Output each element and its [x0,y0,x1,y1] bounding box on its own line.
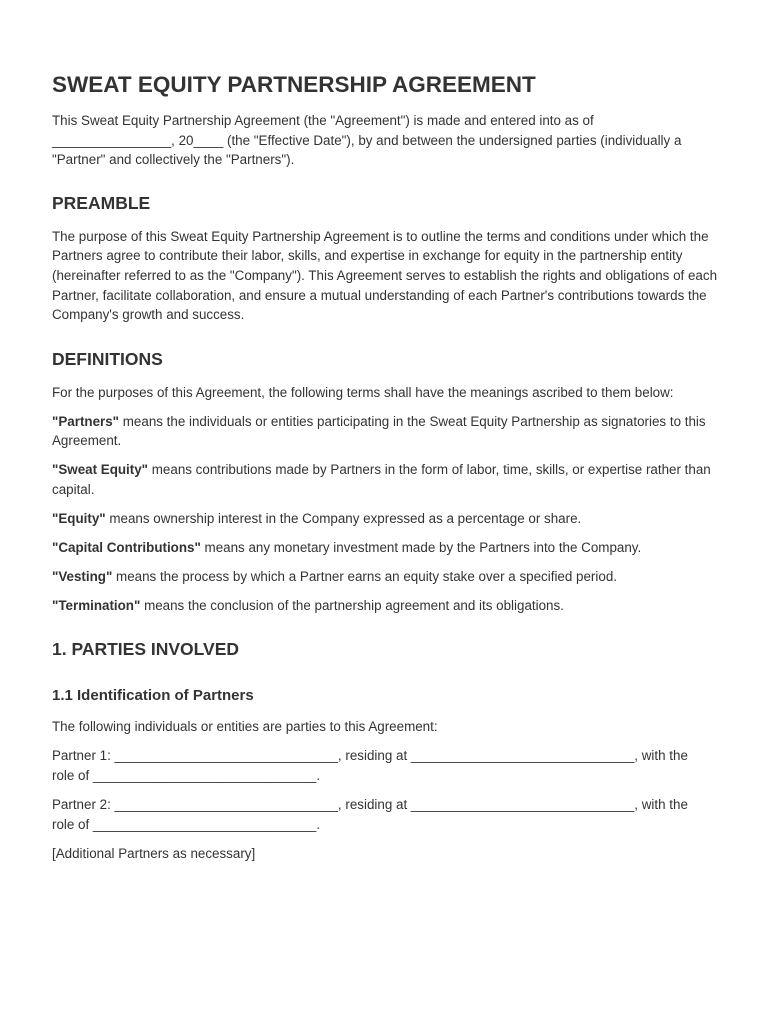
additional-partners-note: [Additional Partners as necessary] [52,845,256,861]
definition-item [52,538,720,558]
definition-item [52,412,720,451]
partner-1-line: Partner 1: ______________________________, residing at ______________________________, with the role of ______________________________. [52,748,688,784]
parties-intro: The following individuals or entities are parties to this Agreement: [52,719,438,735]
definition-item [52,596,720,616]
definition-term: "Capital Contributions" [52,539,201,555]
definition-term: "Vesting" [52,568,113,584]
intro-paragraph: This Sweat Equity Partnership Agreement (the "Agreement") is made and entered into as of ________________, 20____ (the "Effective Date"), by and between the undersigned parties (individually a "Partner" and collectively the "Partners"). [52,113,682,168]
definition-text: means any monetary investment made by the Partners into the Company. [200,539,642,555]
document-page [52,72,720,873]
definitions-heading: DEFINITIONS [52,348,163,369]
preamble-heading: PREAMBLE [52,192,151,213]
definition-item [52,460,720,499]
definition-item [52,567,720,587]
section-1-heading: 1. PARTIES INVOLVED [52,639,240,660]
definition-text: means the individuals or entities participating in the Sweat Equity Partnership as signatories to this Agreement. [52,413,706,449]
partner-2-line: Partner 2: ______________________________, residing at ______________________________, with the role of ______________________________. [52,797,688,832]
definition-term: "Termination" [52,597,141,613]
definition-text: means the process by which a Partner earns an equity stake over a specified period. [112,568,617,584]
definition-text: means ownership interest in the Company expressed as a percentage or share. [105,510,582,526]
definition-text: means the conclusion of the partnership agreement and its obligations. [140,597,564,613]
definition-item [52,509,720,529]
document-title: SWEAT EQUITY PARTNERSHIP AGREEMENT [52,72,536,97]
section-1-1-heading: 1.1 Identification of Partners [52,687,254,705]
preamble-paragraph: The purpose of this Sweat Equity Partnership Agreement is to outline the terms and conditions under which the Partners agree to contribute their labor, skills, and expertise in exchange for equity in the partnership entity (hereinafter referred to as the "Company"). This Agreement serves to establish the rights and obligations of each Partner, facilitate collaboration, and ensure a mutual understanding of each Partner's contributions towards the Company's growth and success. [52,228,718,323]
definition-term: "Partners" [52,413,120,429]
definition-term: "Sweat Equity" [52,462,149,478]
definition-term: "Equity" [52,510,106,526]
definition-text: means contributions made by Partners in the form of labor, time, skills, or expertise rather than capital. [52,462,711,497]
definitions-intro: For the purposes of this Agreement, the following terms shall have the meanings ascribed to them below: [52,384,674,400]
